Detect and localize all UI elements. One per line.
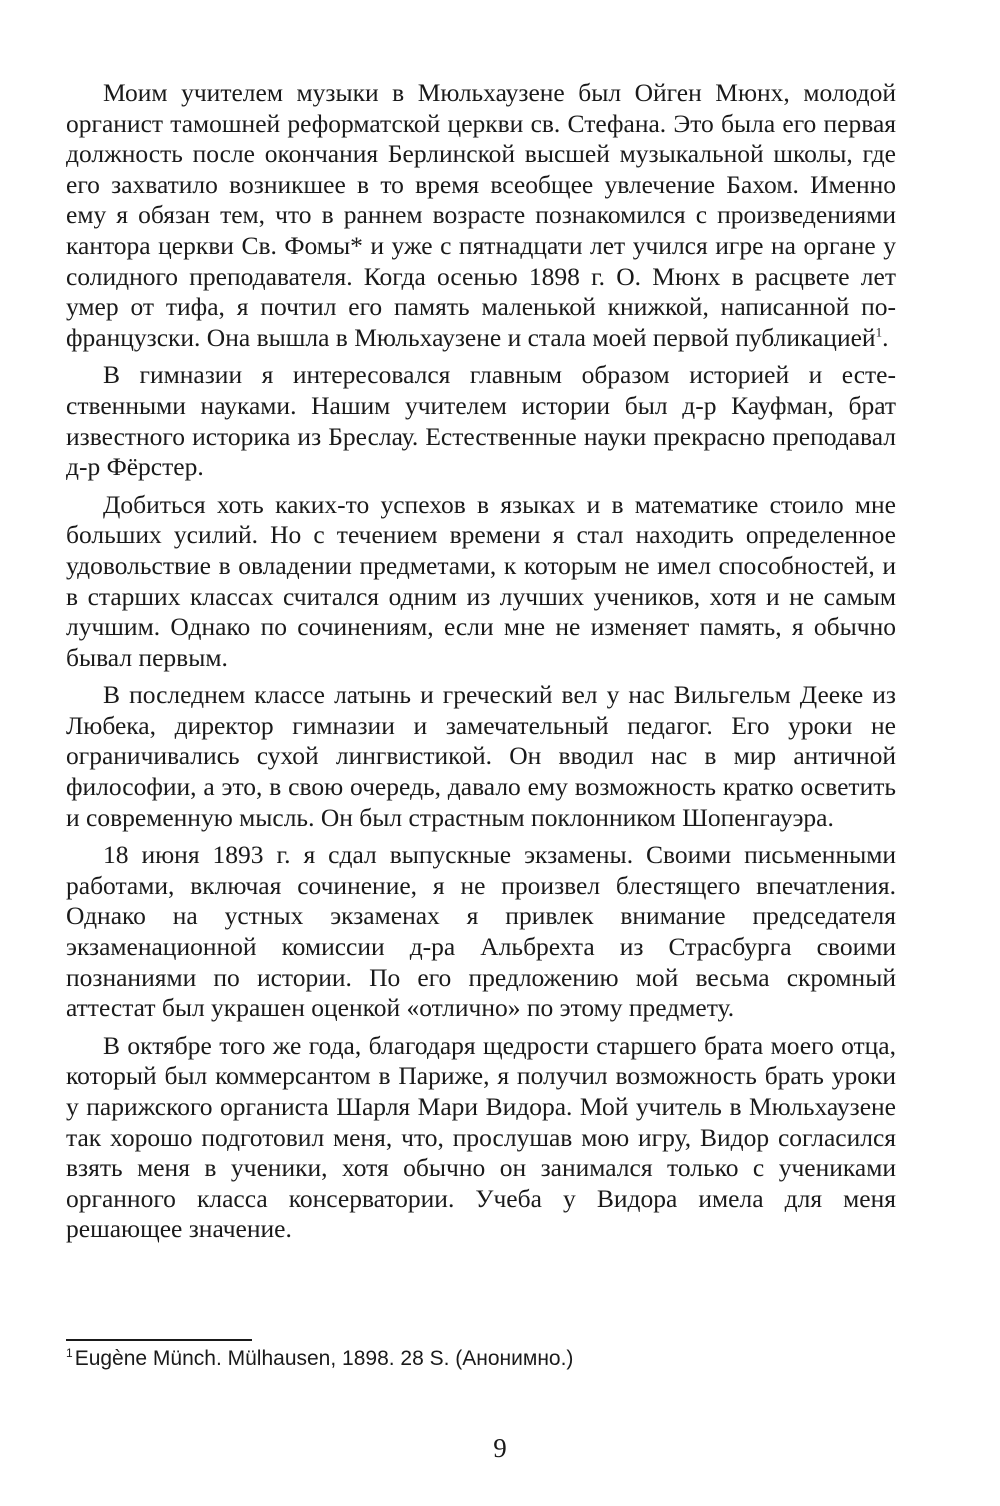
paragraph-6: В октябре того же года, благодаря щедрости старшего брата моего отца, который был коммерсантом в Париже, я получил возможность брать уроки у парижского органиста Шарля Мари Видора. Мой учитель в Мюльхаузене так хорошо подготовил меня, что, прослушав мою игру, Видор согласился взять меня в ученики, хотя обычно он занимался только с учениками органного класса консерватории. Учеба у Видора имела для меня решающее значение. [66, 1030, 896, 1244]
paragraph-4: В последнем классе латынь и греческий вел у нас Вильгельм Дееке из Любека, директор гимназии и замечательный педагог. Его уроки не ограничивались сухой лингвистикой. Он вводил нас в мир античной философии, а это, в свою очередь, давало ему возможность кратко осветить и современную мысль. Он был страстным поклонником Шопенгауэра. [66, 680, 896, 832]
footnote-text: Eugène Münch. Mülhausen, 1898. 28 S. (Анонимно.) [74, 1347, 574, 1370]
footnote [66, 1346, 896, 1372]
footnote-reference[interactable]: 1 [875, 324, 883, 340]
paragraph-3: Добиться хоть каких-то успехов в языках и в математике стоило мне больших усилий. Но с течением времени я стал находить определенное удовольствие в овладении предметами, к которым не имел способностей, и в старших классах считался одним из лучших учеников, хотя и не самым лучшим. Однако по сочинениям, если мне не изменяет память, я обычно бывал первым. [66, 489, 896, 672]
paragraph-1 [66, 78, 896, 353]
paragraph-1-text: Моим учителем музыки в Мюльхаузене был Ойген Мюнх, молодой органист тамошней реформатской церкви св. Стефана. Это была его первая должность после окончания Берлинской высшей музыкальной школы, где его захватило возникшее в то время всеобщее увлечение Бахом. Именно ему я обязан тем, что в раннем возрасте познакомился с произведениями кантора церкви Св. Фомы* и уже с пятнадцати лет учился игре на органе у солидного преподавателя. Когда осенью 1898 г. О. Мюнх в расцвете лет умер от тифа, я почтил его память маленькой книжкой, написанной по-французски. Она вышла в Мюльхаузене и стала моей первой публикацией [66, 78, 896, 352]
footnote-mark: 1 [66, 1346, 73, 1360]
main-text [66, 78, 896, 1245]
paragraph-2: В гимназии я интересовался главным образом историей и естественными науками. Нашим учителем истории был д-р Кауфман, брат известного историка из Бреслау. Естественные науки прекрасно преподавал д-р Фёрстер. [66, 360, 896, 482]
page-number: 9 [493, 1433, 507, 1463]
paragraph-5: 18 июня 1893 г. я сдал выпускные экзамены. Своими письменными работами, включая сочинение, я не произвел блестящего впечатления. Однако на устных экзаменах я привлек внимание председателя экзаменационной комиссии д-ра Альбрехта из Страсбурга своими познаниями по истории. По его предложению мой весьма скромный аттестат был украшен оценкой «отлично» по этому предмету. [66, 840, 896, 1023]
footnote-divider [66, 1339, 252, 1341]
paragraph-1-end: . [882, 322, 889, 352]
